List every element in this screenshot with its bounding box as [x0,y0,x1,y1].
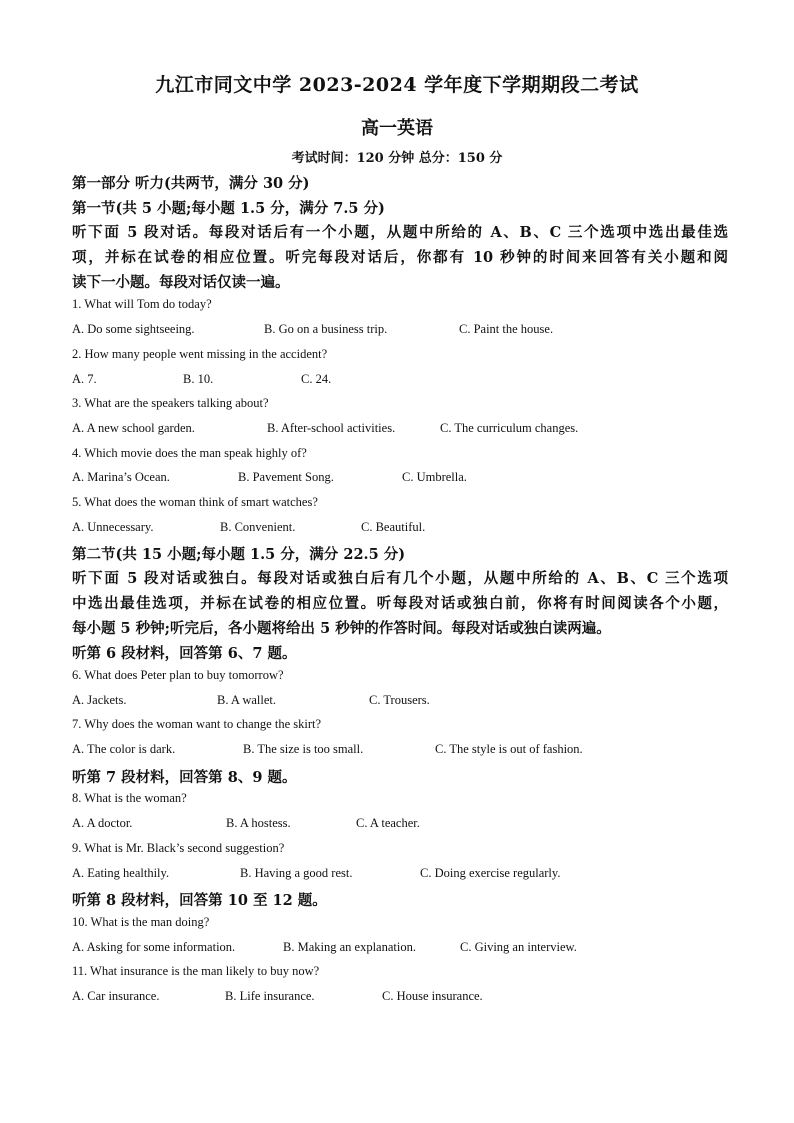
q8-option-b: B. A hostess. [226,816,291,830]
q1-option-b: B. Go on a business trip. [264,322,388,336]
q2-option-a: A. 7. [72,372,97,386]
q1-option-a: A. Do some sightseeing. [72,322,195,336]
section2-instruction-line: 每小题 5 秒钟;听完后，各小题将给出 5 秒钟的作答时间。每段对话或独白读两遍。 [72,620,611,637]
q9-option-b: B. Having a good rest. [240,866,353,880]
q3-option-a: A. A new school garden. [72,421,195,435]
q4-option-c: C. Umbrella. [402,470,467,484]
part1-heading: 第一部分 听力(共两节，满分 30 分) [72,175,310,192]
q10-option-a: A. Asking for some information. [72,940,236,954]
q10-option-b: B. Making an explanation. [283,940,416,954]
q11-option-c: C. House insurance. [382,989,483,1003]
q9-option-c: C. Doing exercise regularly. [420,866,561,880]
section1-instruction-line: 读下一小题。每段对话仅读一遍。 [72,274,290,291]
question-3: 3. What are the speakers talking about? [72,396,269,410]
question-4: 4. Which movie does the man speak highly of? [72,446,307,460]
question-10: 10. What is the man doing? [72,915,210,929]
q8-option-c: C. A teacher. [356,816,420,830]
section2-instruction-line: 听下面 5 段对话或独白。每段对话或独白后有几个小题，从题中所给的 A、B、C 三个选项 [72,570,728,587]
q8-option-a: A. A doctor. [72,816,133,830]
q5-option-b: B. Convenient. [220,520,296,534]
q2-option-b: B. 10. [183,372,214,386]
q7-option-a: A. The color is dark. [72,742,176,756]
question-7: 7. Why does the woman want to change the skirt? [72,717,322,731]
question-8: 8. What is the woman? [72,791,187,805]
q7-option-b: B. The size is too small. [243,742,364,756]
section1-instruction-line: 听下面 5 段对话。每段对话后有一个小题，从题中所给的 A、B、C 三个选项中选出最佳选 [72,224,728,241]
question-2: 2. How many people went missing in the accident? [72,347,328,361]
q6-option-b: B. A wallet. [217,693,277,707]
exam-subject: 高一英语 [361,118,433,139]
q7-option-c: C. The style is out of fashion. [435,742,583,756]
question-9: 9. What is Mr. Black’s second suggestion? [72,841,285,855]
q10-option-c: C. Giving an interview. [460,940,577,954]
q6-option-a: A. Jackets. [72,693,127,707]
q11-option-b: B. Life insurance. [225,989,315,1003]
section1-instruction-line: 项，并标在试卷的相应位置。听完每段对话后，你都有 10 秒钟的时间来回答有关小题和阅 [72,249,728,266]
q1-option-c: C. Paint the house. [459,322,554,336]
material-6-heading: 听第 6 段材料，回答第 6、7 题。 [72,645,297,662]
q5-option-c: C. Beautiful. [361,520,426,534]
q11-option-a: A. Car insurance. [72,989,160,1003]
question-5: 5. What does the woman think of smart watches? [72,495,318,509]
section2-heading: 第二节(共 15 小题;每小题 1.5 分，满分 22.5 分) [72,546,406,563]
q4-option-a: A. Marina’s Ocean. [72,470,170,484]
material-7-heading: 听第 7 段材料，回答第 8、9 题。 [72,769,297,786]
q4-option-b: B. Pavement Song. [238,470,334,484]
question-1: 1. What will Tom do today? [72,297,212,311]
section2-instruction-line: 中选出最佳选项，并标在试卷的相应位置。听每段对话或独白前，你将有时间阅读各个小题， [72,595,728,612]
exam-info: 考试时间：120 分钟 总分：150 分 [291,151,503,166]
exam-title: 九江市同文中学 2023-2024 学年度下学期期段二考试 [155,74,639,96]
q5-option-a: A. Unnecessary. [72,520,154,534]
q9-option-a: A. Eating healthily. [72,866,170,880]
q2-option-c: C. 24. [301,372,332,386]
question-6: 6. What does Peter plan to buy tomorrow? [72,668,284,682]
q3-option-b: B. After-school activities. [267,421,396,435]
question-11: 11. What insurance is the man likely to buy now? [72,964,320,978]
q3-option-c: C. The curriculum changes. [440,421,579,435]
q6-option-c: C. Trousers. [369,693,430,707]
material-8-heading: 听第 8 段材料，回答第 10 至 12 题。 [72,892,327,909]
section1-heading: 第一节(共 5 小题;每小题 1.5 分，满分 7.5 分) [72,200,385,217]
